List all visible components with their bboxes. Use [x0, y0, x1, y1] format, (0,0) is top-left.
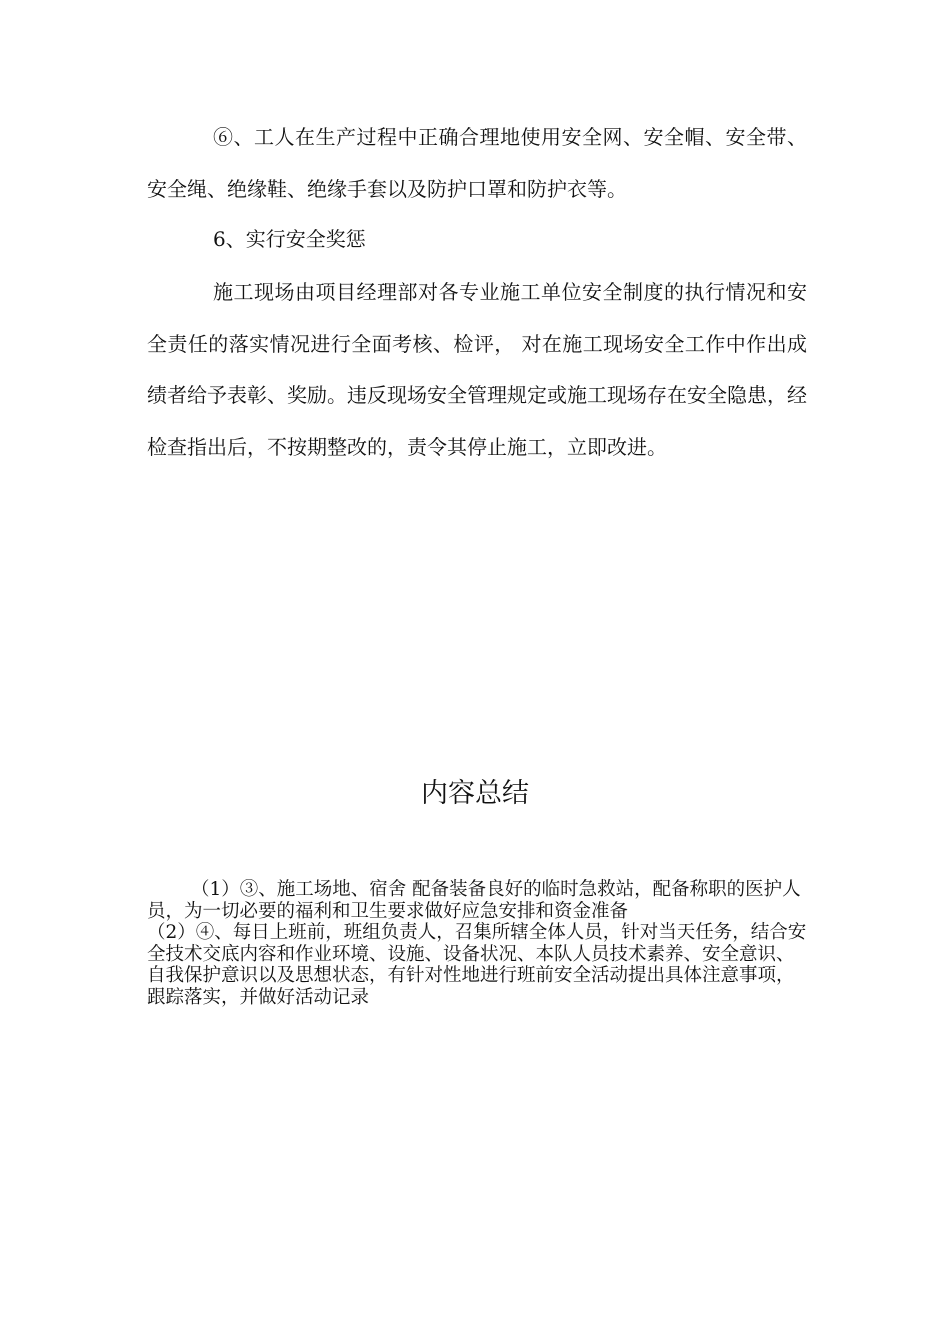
paragraph-section-6: 施工现场由项目经理部对各专业施工单位安全制度的执行情况和安全责任的落实情况进行全面考核、检评， 对在施工现场安全工作中作出成绩者给予表彰、奖励。违反现场安全管理规定或施工现场存在安全隐患，经检查指出后，不按期整改的，责令其停止施工，立即改进。 — [147, 280, 807, 459]
section-6-heading: 6、实行安全奖惩 — [213, 227, 366, 251]
paragraph-item-6: ⑥、工人在生产过程中正确合理地使用安全网、安全帽、安全带、安全绳、绝缘鞋、绝缘手套以及防护口罩和防护衣等。 — [147, 125, 807, 201]
summary-item-1: （1）③、施工场地、宿舍 配备装备良好的临时急救站，配备称职的医护人员，为一切必要的福利和卫生要求做好应急安排和资金准备 — [147, 879, 801, 922]
summary-title: 内容总结 — [421, 778, 529, 809]
summary-item-2: （2）④、每日上班前，班组负责人，召集所辖全体人员，针对当天任务，结合安全技术交底内容和作业环境、设施、设备状况、本队人员技术素养、安全意识、自我保护意识以及思想状态，有针对性地进行班前安全活动提出具体注意事项，跟踪落实，并做好活动记录 — [147, 922, 807, 1008]
